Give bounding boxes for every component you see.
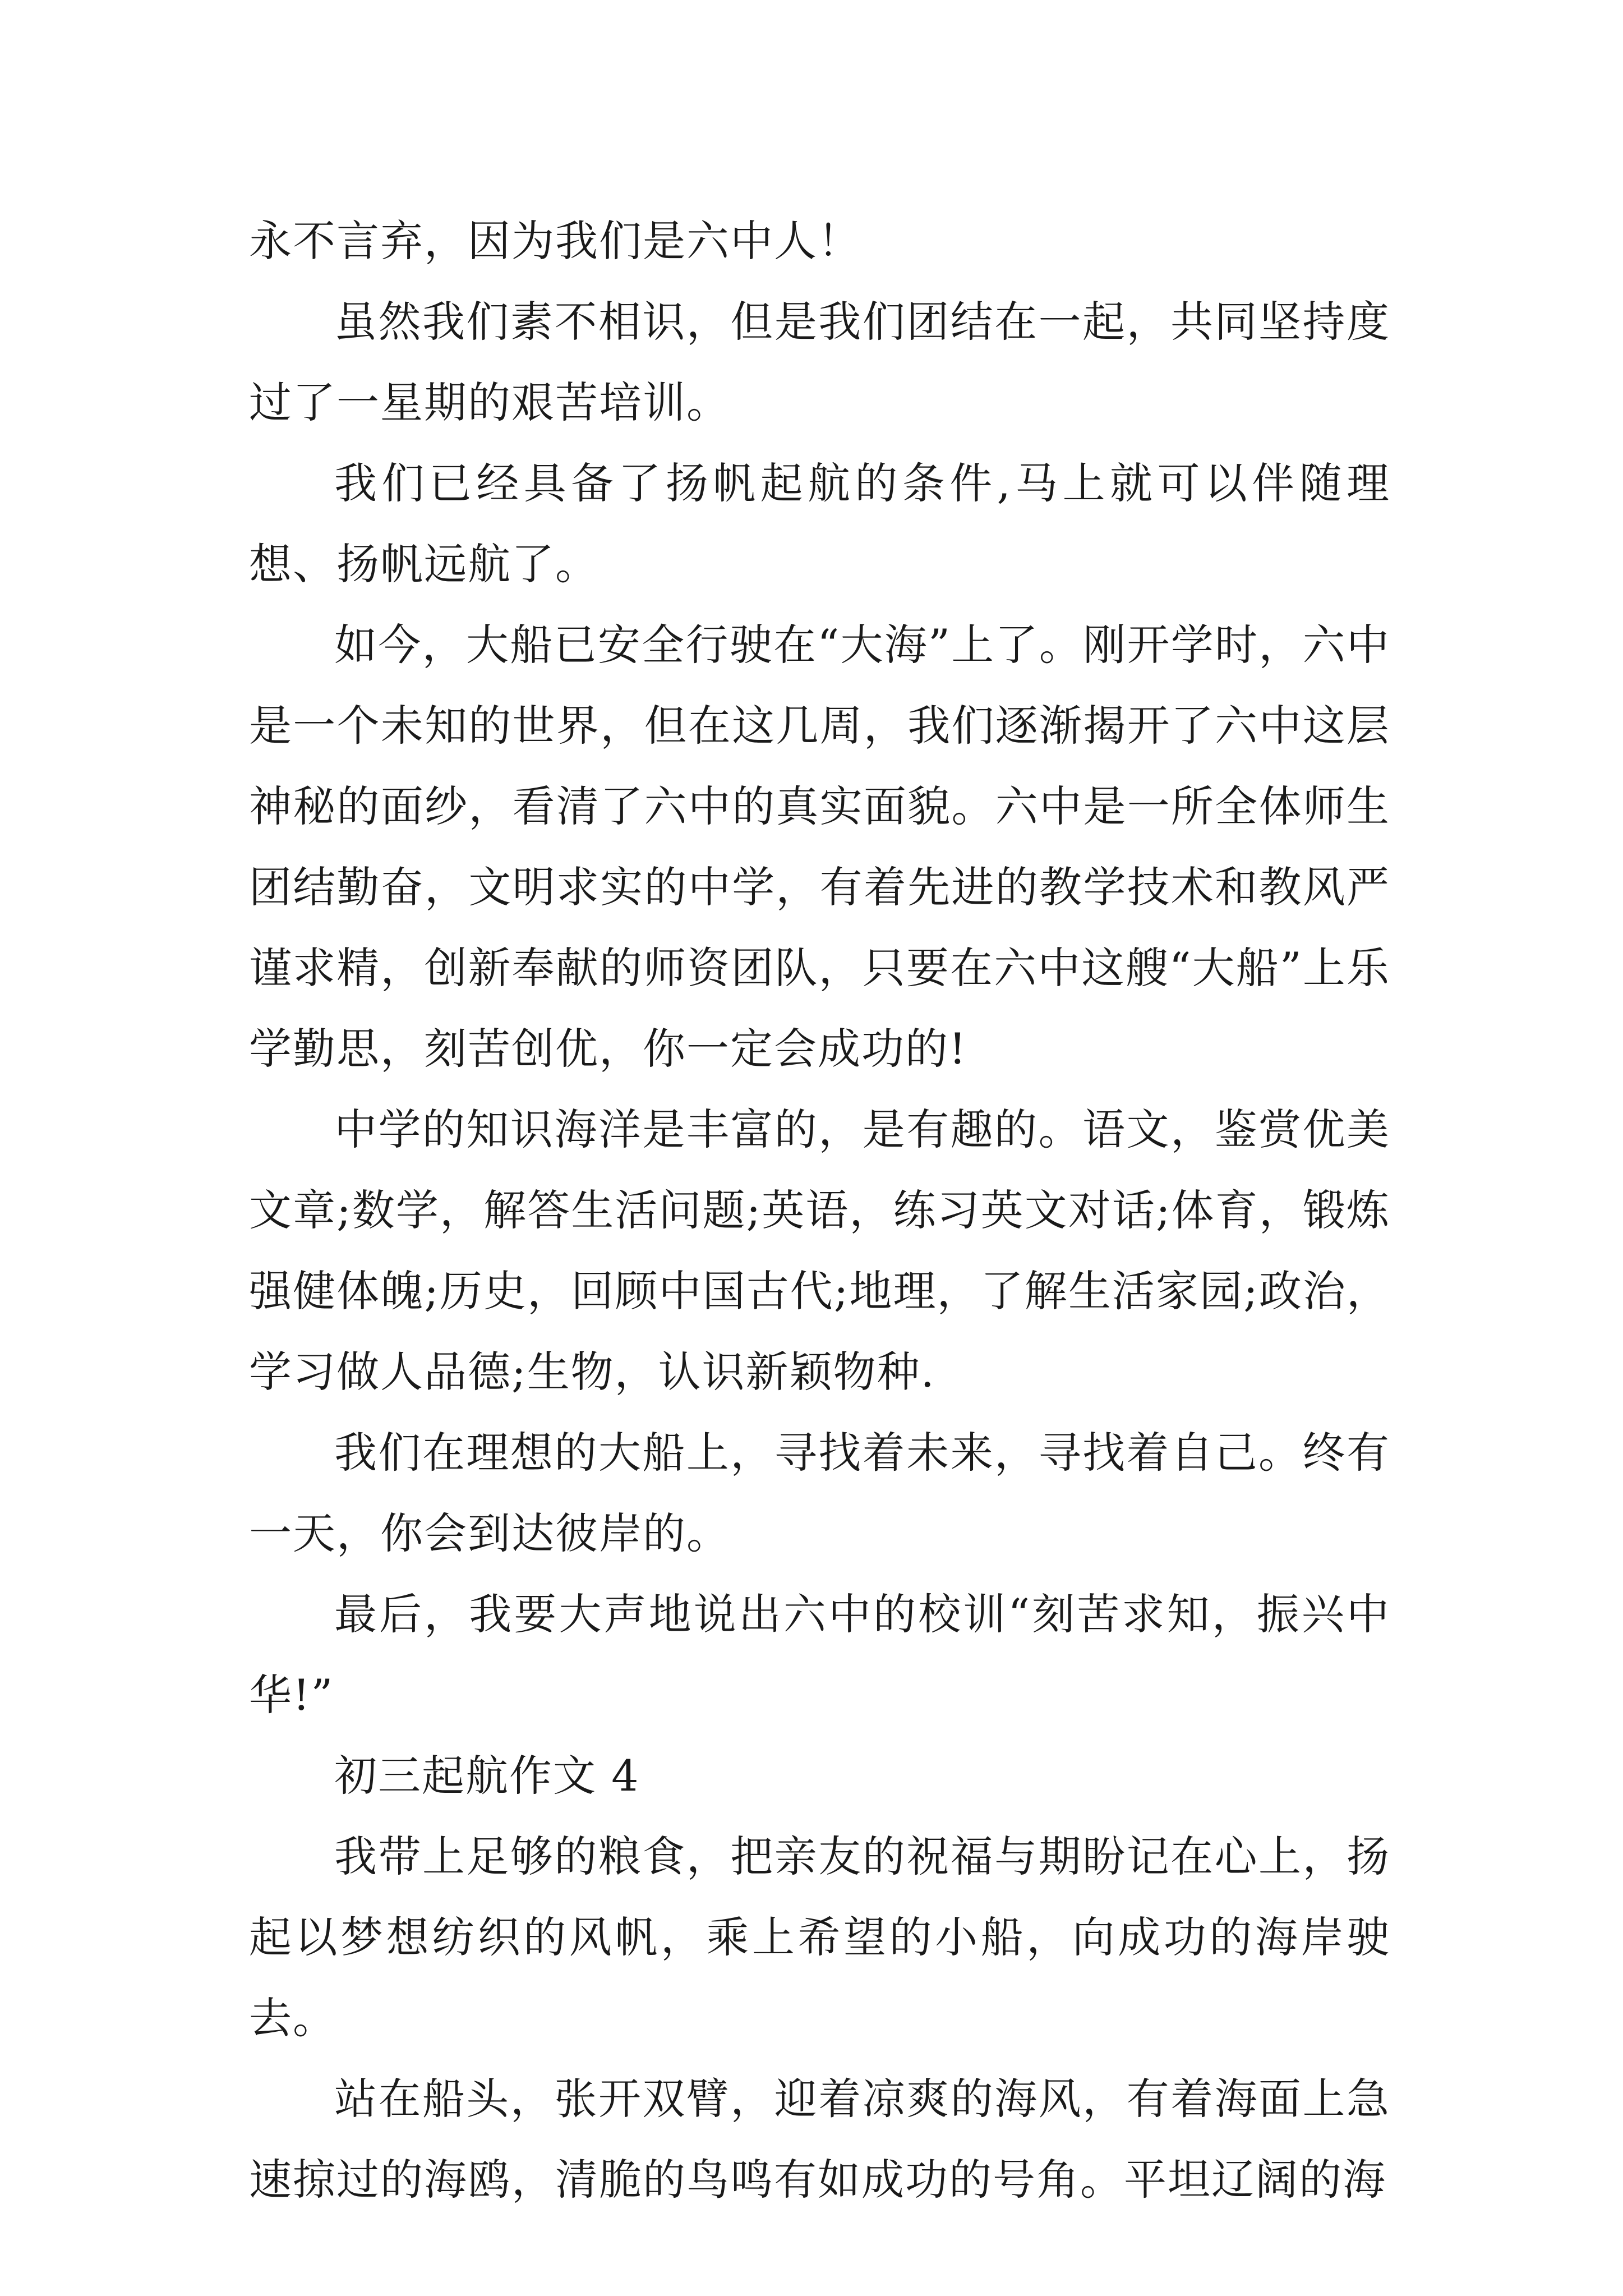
section-heading: 初三起航作文 4	[334, 1751, 640, 1801]
paragraph: 如今，大船已安全行驶在“大海”上了。刚开学时，六中是一个未知的世界，但在这几周，我们逐渐揭开了六中这层神秘的面纱，看清了六中的真实面貌。六中是一所全体师生团结勤奋，文明求实的中学，有着先进的教学技术和教风严谨求精，创新奉献的师资团队，只要在六中这艘“大船”上乐学勤思，刻苦创优，你一定会成功的!	[249, 620, 1390, 1074]
paragraph: 我们在理想的大船上，寻找着未来，寻找着自己。终有一天，你会到达彼岸的。	[249, 1428, 1390, 1558]
paragraph: 中学的知识海洋是丰富的，是有趣的。语文，鉴赏优美文章;数学，解答生活问题;英语，练习英文对话;体育，锻炼强健体魄;历史，回顾中国古代;地理，了解生活家园;政治，学习做人品德;生物，认识新颖物种.	[249, 1105, 1390, 1397]
paragraph: 我带上足够的粮食，把亲友的祝福与期盼记在心上，扬起以梦想纺织的风帆，乘上希望的小船，向成功的海岸驶去。	[249, 1832, 1390, 2043]
paragraph: 虽然我们素不相识，但是我们团结在一起，共同坚持度过了一星期的艰苦培训。	[249, 297, 1390, 427]
paragraph: 我们已经具备了扬帆起航的条件,马上就可以伴随理想、扬帆远航了。	[249, 458, 1390, 589]
document-body	[249, 201, 1390, 2220]
paragraph: 最后，我要大声地说出六中的校训“刻苦求知，振兴中华!”	[249, 1589, 1390, 1720]
paragraph: 永不言弃，因为我们是六中人！	[249, 216, 861, 266]
paragraph: 站在船头，张开双臂，迎着凉爽的海风，有着海面上急速掠过的海鸥，清脆的鸟鸣有如成功的号角。平坦辽阔的海	[249, 2074, 1390, 2205]
